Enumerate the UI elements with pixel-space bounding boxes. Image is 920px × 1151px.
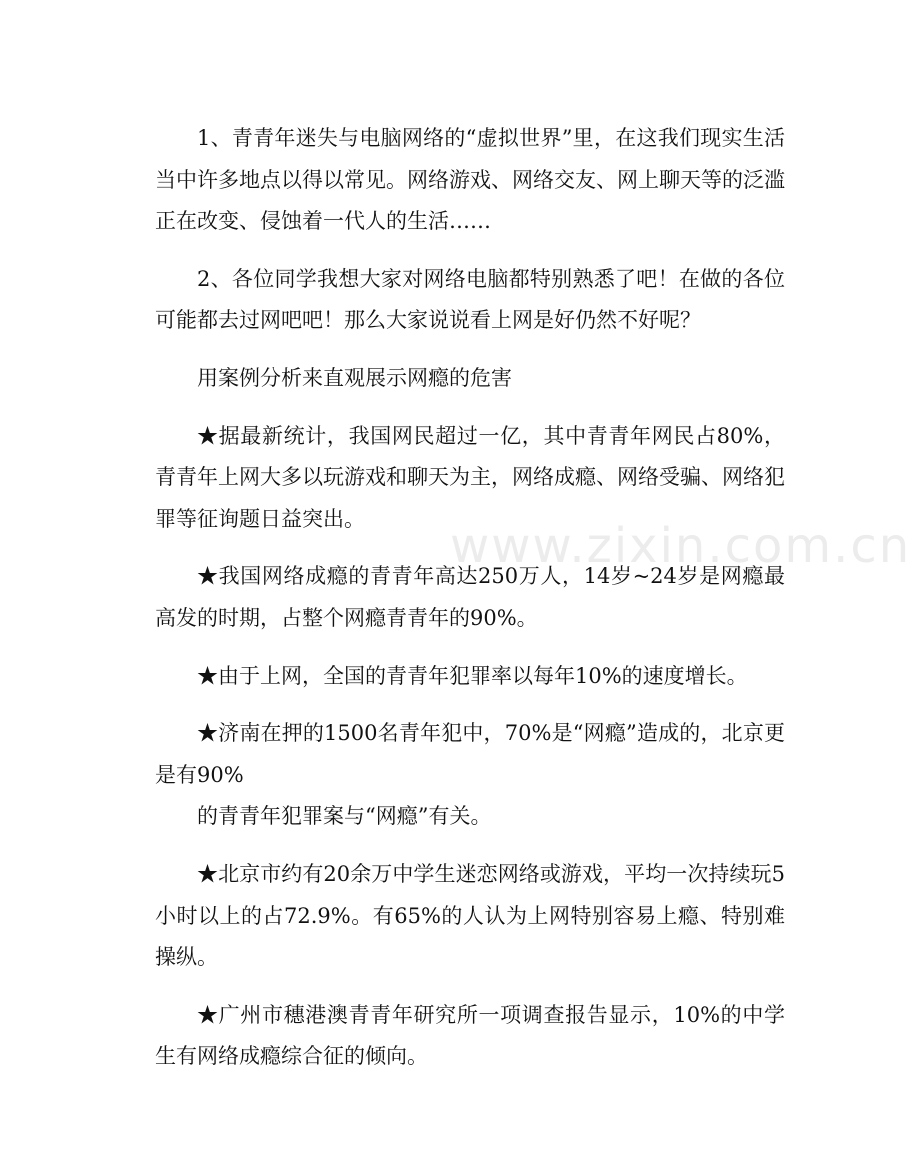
paragraph-2: 2、各位同学我想大家对网络电脑都特别熟悉了吧！在做的各位可能都去过网吧吧！那么大家说说看上网是好仍然不好呢？ (155, 266, 785, 333)
paragraph-8: 的青青年犯罪案与“网瘾”有关。 (197, 804, 492, 829)
watermark: www.zixin.com.cn (450, 518, 912, 574)
paragraph-3: 用案例分析来直观展示网瘾的危害 (197, 365, 512, 390)
paragraph-10: ★广州市穗港澳青青年研究所一项调查报告显示，10%的中学生有网络成瘾综合征的倾向。 (155, 1002, 785, 1069)
paragraph-9: ★北京市约有20余万中学生迷恋网络或游戏，平均一次持续玩5小时以上的占72.9%。有65%的人认为上网特别容易上瘾、特别难操纵。 (155, 861, 785, 970)
paragraph-4: ★据最新统计，我国网民超过一亿，其中青青年网民占80%，青青年上网大多以玩游戏和聊天为主，网络成瘾、网络受骗、网络犯罪等征询题日益突出。 (155, 423, 785, 531)
document-body (155, 118, 785, 1094)
paragraph-5: ★我国网络成瘾的青青年高达250万人，14岁~24岁是网瘾最高发的时期，占整个网瘾青青年的90%。 (155, 564, 785, 630)
paragraph-6: ★由于上网，全国的青青年犯罪率以每年10%的速度增长。 (197, 663, 748, 688)
paragraph-1: 1、青青年迷失与电脑网络的“虚拟世界”里，在这我们现实生活当中许多地点以得以常见。网络游戏、网络交友、网上聊天等的泛滥正在改变、侵蚀着一代人的生活…… (155, 126, 785, 234)
paragraph-7: ★济南在押的1500名青年犯中，70%是“网瘾”造成的，北京更是有90% (155, 721, 785, 787)
